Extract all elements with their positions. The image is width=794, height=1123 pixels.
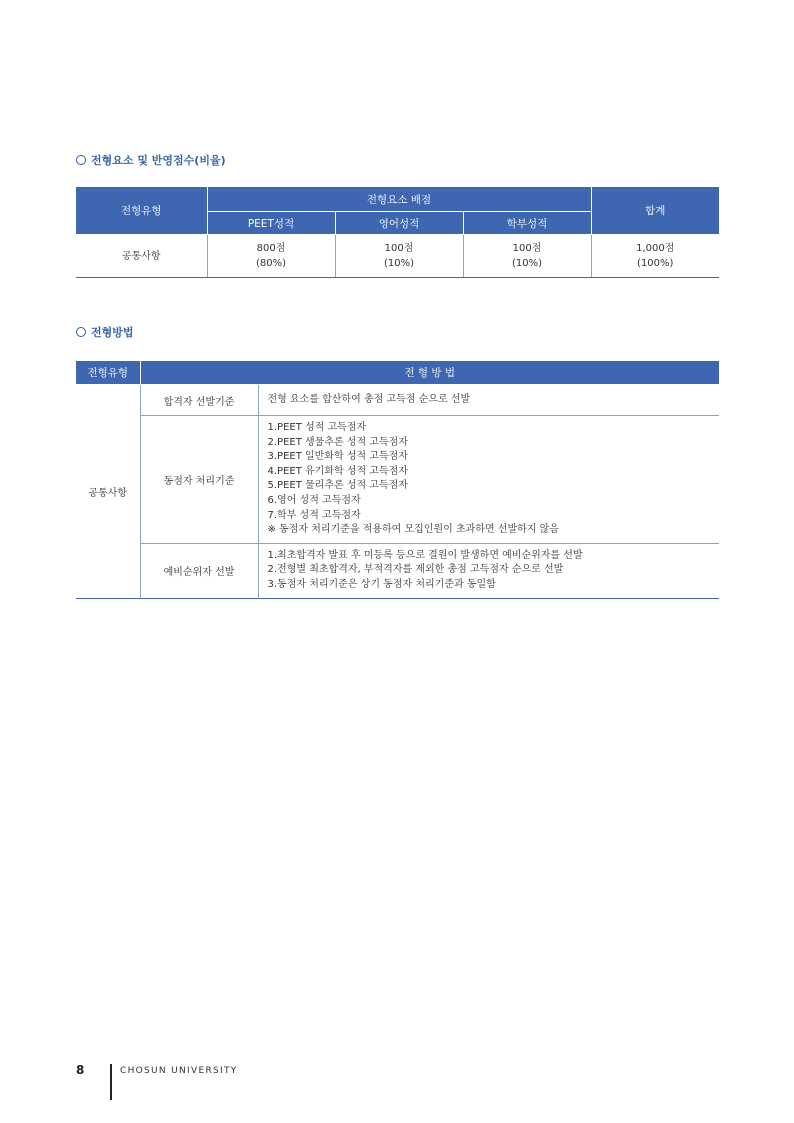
header-undergrad: 학부성적 <box>463 212 591 235</box>
page-number: 8 <box>76 1063 85 1077</box>
header-element-score: 전형요소 배점 <box>207 187 591 212</box>
row-type-common: 공통사항 <box>76 385 140 599</box>
footer-divider <box>110 1064 112 1100</box>
method-line: 7.학부 성적 고득점자 <box>267 509 361 521</box>
circle-bullet-icon <box>76 155 86 165</box>
table-row <box>76 235 719 278</box>
method-reserve <box>258 543 719 598</box>
criterion-pass: 합격자 선발기준 <box>140 385 258 416</box>
method-line: 1.PEET 성적 고득점자 <box>267 422 367 433</box>
method-line: 3.동점자 처리기준은 상기 동점자 처리기준과 동일함 <box>267 578 496 590</box>
cell-value: 100점 <box>512 243 542 254</box>
section-title-text: 전형방법 <box>91 326 134 339</box>
cell-value: 100점 <box>384 243 414 254</box>
cell-pct: (10%) <box>511 258 543 269</box>
header-type: 전형유형 <box>76 361 140 385</box>
cell-pct: (100%) <box>637 258 674 269</box>
table-row <box>76 543 719 598</box>
method-line: 전형 요소를 합산하여 총점 고득점 순으로 선발 <box>267 393 471 405</box>
header-type: 전형유형 <box>76 187 207 235</box>
section-title-text: 전형요소 및 반영점수(비율) <box>91 154 226 167</box>
circle-bullet-icon <box>76 327 86 337</box>
cell-pct: (80%) <box>255 258 287 269</box>
section-title-selection-method <box>76 324 134 340</box>
footer-university: CHOSUN UNIVERSITY <box>120 1066 238 1076</box>
criterion-reserve: 예비순위자 선발 <box>140 543 258 598</box>
method-line: 1.최초합격자 발표 후 미등록 등으로 결원이 발생하면 예비순위자를 선발 <box>267 549 583 561</box>
method-line: 5.PEET 물리추론 성적 고득점자 <box>267 480 408 492</box>
header-peet: PEET성적 <box>207 212 335 235</box>
row-type: 공통사항 <box>76 235 207 278</box>
cell-undergrad <box>463 235 591 278</box>
header-method: 전 형 방 법 <box>140 361 719 385</box>
table-row <box>76 385 719 416</box>
method-tie <box>258 416 719 544</box>
header-total: 합계 <box>591 187 719 235</box>
score-ratio-table <box>76 186 719 278</box>
method-line: 2.PEET 생물추론 성적 고득점자 <box>267 436 408 448</box>
method-pass <box>258 385 719 416</box>
method-line: 2.전형별 최초합격자, 부적격자를 제외한 총점 고득점자 순으로 선발 <box>267 564 564 576</box>
method-note: ※ 동점자 처리기준을 적용하여 모집인원이 초과하면 선발하지 않음 <box>267 524 559 536</box>
method-line: 6.영어 성적 고득점자 <box>267 494 361 506</box>
cell-english <box>335 235 463 278</box>
selection-method-table <box>76 361 719 599</box>
table-row <box>76 416 719 544</box>
cell-total <box>591 235 719 278</box>
method-line: 3.PEET 일반화학 성적 고득점자 <box>267 451 408 463</box>
criterion-tie: 동점자 처리기준 <box>140 416 258 544</box>
cell-pct: (10%) <box>383 258 415 269</box>
header-english: 영어성적 <box>335 212 463 235</box>
cell-value: 800점 <box>256 243 286 254</box>
cell-peet <box>207 235 335 278</box>
section-title-selection-elements <box>76 152 226 168</box>
method-line: 4.PEET 유기화학 성적 고득점자 <box>267 465 408 477</box>
cell-value: 1,000점 <box>636 243 675 254</box>
